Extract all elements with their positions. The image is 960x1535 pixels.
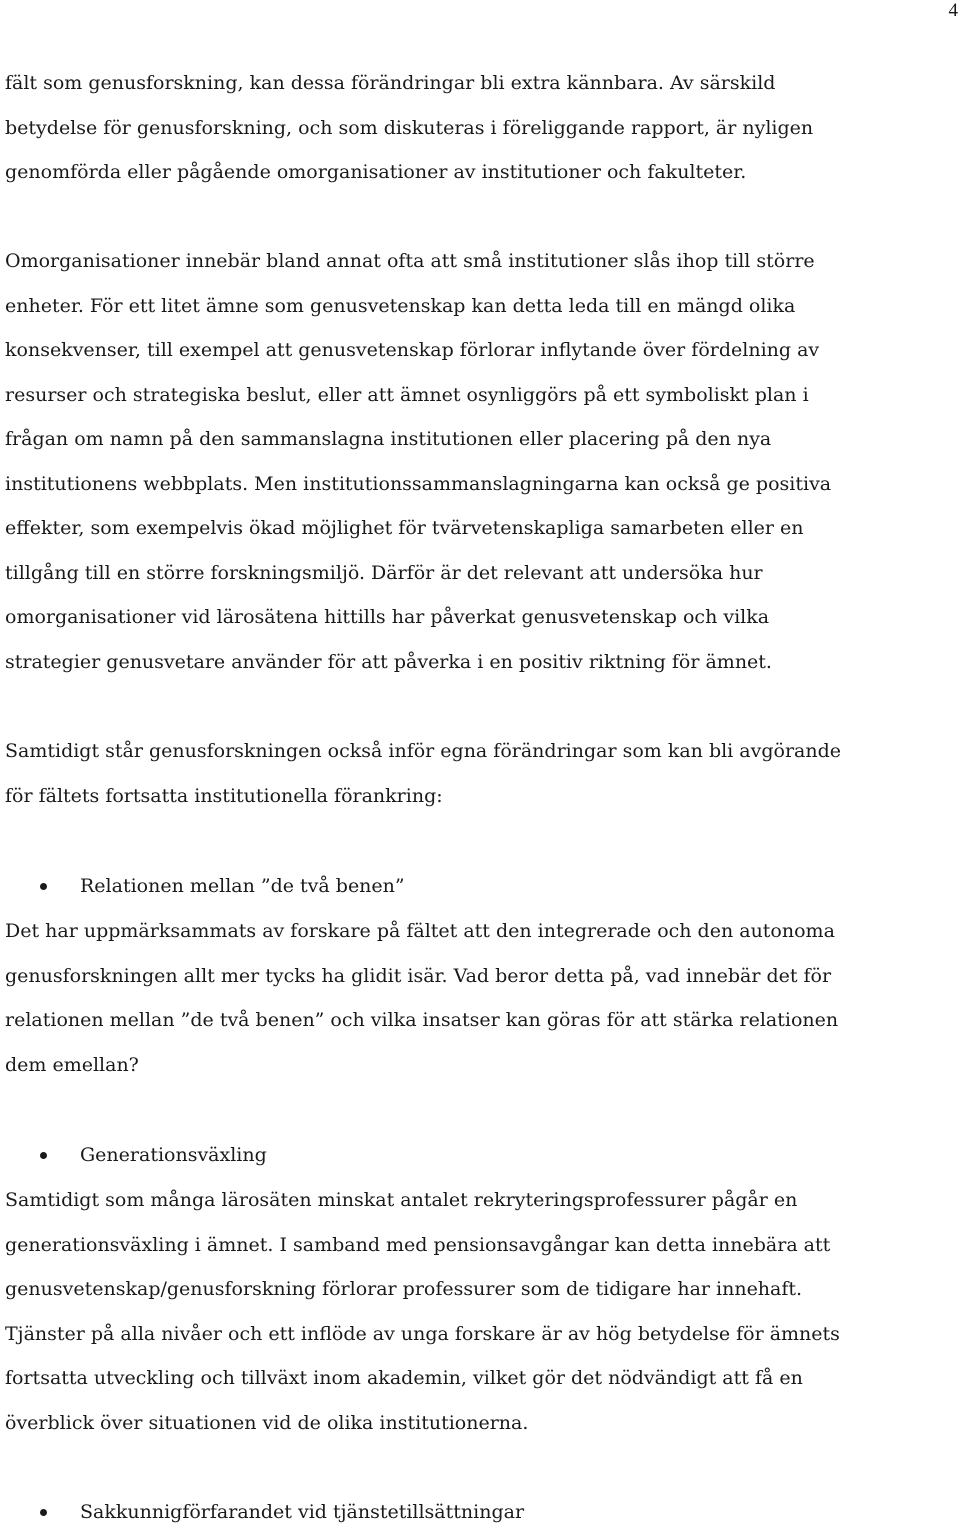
text-line: frågan om namn på den sammanslagna institutionen eller placering på den nya: [5, 428, 772, 450]
paragraph-2: [5, 239, 955, 684]
text-line: betydelse för genusforskning, och som diskuteras i föreliggande rapport, är nyligen: [5, 116, 814, 139]
text-line: institutionens webbplats. Men institutionssammanslagningarna kan också ge positiva: [5, 472, 832, 495]
text-line: Omorganisationer innebär bland annat ofta att små institutioner slås ihop till större: [5, 250, 815, 272]
text-line: strategier genusvetare använder för att påverka i en positiv riktning för ämnet.: [5, 650, 772, 673]
text-line: Tjänster på alla nivåer och ett inflöde av unga forskare är av hög betydelse för ämnets: [5, 1322, 840, 1345]
text-line: genusforskningen allt mer tycks ha glidit isär. Vad beror detta på, vad innebär det för: [5, 964, 832, 987]
text-line: omorganisationer vid lärosätena hittills har påverkat genusvetenskap och vilka: [5, 606, 770, 628]
text-line: Det har uppmärksammats av forskare på fältet att den integrerade och den autonoma: [5, 920, 835, 942]
text-line: fält som genusforskning, kan dessa förändringar bli extra kännbara. Av särskild: [5, 72, 776, 94]
text-line: Samtidigt står genusforskningen också inför egna förändringar som kan bli avgörande: [5, 740, 842, 762]
paragraph-3: [5, 729, 955, 818]
bullet-icon: [40, 1152, 47, 1159]
text-line: konsekvenser, till exempel att genusvetenskap förlorar inflytande över fördelning av: [5, 339, 820, 361]
text-line: dem emellan?: [5, 1053, 139, 1076]
paragraph-1: [5, 61, 955, 195]
text-line: för fältets fortsatta institutionella förankring:: [5, 784, 443, 807]
text-line: relationen mellan ”de två benen” och vilka insatser kan göras för att stärka relationen: [5, 1009, 839, 1031]
text-line: effekter, som exempelvis ökad möjlighet för tvärvetenskapliga samarbeten eller en: [5, 517, 804, 539]
bullet-label: Relationen mellan ”de två benen”: [80, 875, 405, 897]
text-line: generationsväxling i ämnet. I samband med pensionsavgångar kan detta innebära att: [5, 1233, 831, 1256]
text-line: resurser och strategiska beslut, eller att ämnet osynliggörs på ett symboliskt plan i: [5, 383, 809, 406]
paragraph-5: [5, 1178, 955, 1445]
text-line: fortsatta utveckling och tillväxt inom akademin, vilket gör det nödvändigt att få en: [5, 1367, 803, 1389]
bullet-icon: [40, 1509, 47, 1516]
text-line: Samtidigt som många lärosäten minskat antalet rekryteringsprofessurer pågår en: [5, 1189, 798, 1211]
text-line: genomförda eller pågående omorganisationer av institutioner och fakulteter.: [5, 161, 747, 183]
bullet-label: Sakkunnigförfarandet vid tjänstetillsättningar: [80, 1501, 525, 1523]
text-line: genusvetenskap/genusforskning förlorar professurer som de tidigare har innehaft.: [5, 1278, 803, 1300]
bullet-icon: [40, 883, 47, 890]
bullet-label: Generationsväxling: [80, 1144, 267, 1166]
page-number: 4: [948, 0, 958, 21]
text-line: enheter. För ett litet ämne som genusvetenskap kan detta leda till en mängd olika: [5, 294, 796, 317]
text-line: överblick över situationen vid de olika institutionerna.: [5, 1411, 529, 1434]
paragraph-4: [5, 909, 955, 1087]
text-line: tillgång till en större forskningsmiljö. Därför är det relevant att undersöka hur: [5, 561, 763, 584]
